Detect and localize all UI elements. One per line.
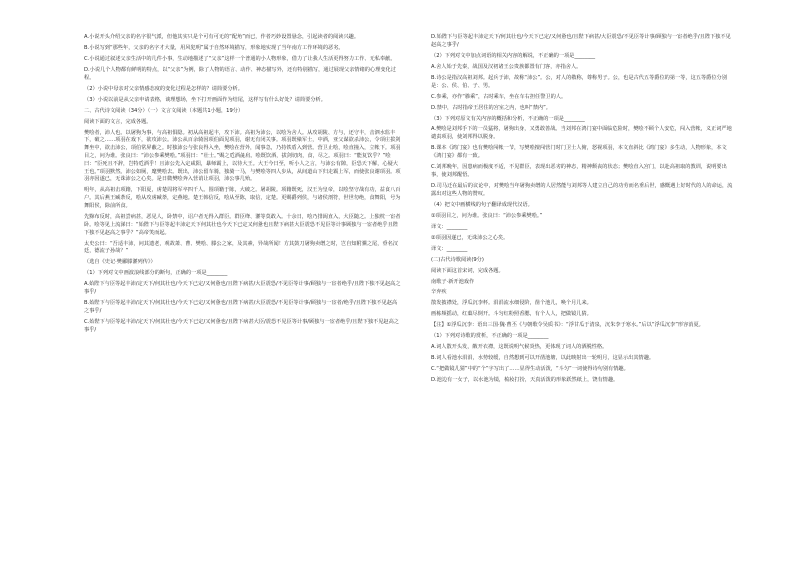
right-column bbox=[431, 34, 735, 388]
right-paragraph: 画栋频摇动，红蕖尽倒开。斗匀红粉照香腮，有个人人，把做镜儿猜。 bbox=[431, 311, 592, 318]
left-paragraph: 阅读下面的文言，完成各题。 bbox=[84, 118, 152, 125]
right-paragraph: D.禁中，古时指帝王居住的宫室之内，也叫“禁内”。 bbox=[431, 104, 551, 111]
left-paragraph: 明年，从高祖击项籍，下阳夏，虏楚周将军卒四千人。围项籍于陈，大破之。屠胡陵。项籍既死，汉王为皇帝，以哙坚守战有功，益食八百户。其后燕王臧荼反，哙从攻虏臧荼，定燕地。楚王韩信反，哙从至陈，取信，定楚。更赐爵列侯，与诸侯剖符，世世勿绝，食舞阳，号为舞阳侯，除前所食。 bbox=[84, 187, 401, 210]
right-paragraph: （3）下列对原文有关内容的概括和分析，不正确的一项是________ bbox=[431, 115, 585, 122]
left-paragraph: B.小说写到“那些年，父亲的名字才大量，用风犯明”属于自然环境描写，形象地实现了当年南方工作环境的恶劣。 bbox=[84, 44, 344, 51]
left-paragraph: B.始陛下与臣等起丰沛/定天下/何其壮也/今天下已定/又何惫也/且陛下病甚/大臣震恐/不见臣等计事/顾独与一宦者/绝乎/且陛下独不见赵高之事乎/ bbox=[84, 300, 398, 314]
right-paragraph: A.舍人始于先秦，战国及汉初诸王公贵族都置有门客，亦指舍人。 bbox=[431, 63, 582, 70]
left-paragraph: 樊哙者，沛人也。以屠狗为事，与高祖俱隐。初从高祖起丰，攻下沛。高祖为沛公，以哙为舍人。从攻胡陵、方与，还守丰，击泗水监丰下，破之……项羽在戏下，欲攻沛公。沛公从百余骑因项伯面见项羽，谢无有闭关事。项羽既飨军士，中酒，亚父谋欲杀沛公，令项庄拔剑舞坐中，欲击沛公，项伯常屏蔽之。时独沛公与张良得入坐，樊哙在营外，闻事急，乃持铁盾入到营。营卫止哙，哙直撞入，立帐下。项羽目之，问为谁。张良曰：“沛公参乘樊哙。”项羽曰：“壮士。”赐之卮酒彘肩。哙既饮酒，拔剑切肉，食，尽之。项羽曰：“能复饮乎？”哙曰：“臣死且不辞，岂特卮酒乎！且沛公先入定咸阳，暴师霸上，以待大王。大王今日至，听小人之言，与沛公有隙，臣恐天下解，心疑大王也。”项羽默然。沛公如厕，麾樊哙去。既出，沛公留车骑，独骑一马，与樊哙等四人步从，从间道山下归走霸上军，而使张良谢项羽。项羽亦因遂已，无诛沛公之心矣。是日微樊哙奔入营诮让项羽，沛公事几殆。 bbox=[84, 129, 401, 183]
right-paragraph: D.始陛下与臣等起丰沛定天下/何其壮也/今天下已定/又何惫也/且陛下病甚/大臣震恐/不见臣等计事/顾独与一宦者绝乎/且陛下独不见赵高之事乎/ bbox=[431, 34, 731, 48]
left-paragraph: 先黥布反时，高祖尝病甚，恶见人，卧禁中，诏户者无得入群臣。群臣绛、灌等莫敢入。十余日，哙乃排闼直入，大臣随之。上独枕一宦者卧。哙等见上流涕曰：“始陛下与臣等起丰沛定天下何其壮也今天下已定又何惫也且陛下病甚大臣震恐不见臣等计事顾独与一宦者绝乎且陛下独不见赵高之事乎？”高帝笑而起。 bbox=[84, 214, 401, 236]
right-paragraph: ②项羽因遂已，无诛沛公之心矣。 bbox=[431, 234, 509, 241]
right-paragraph: （4）把文中画横线的句子翻译成现代汉语。 bbox=[431, 201, 533, 208]
right-paragraph: 译文：________ bbox=[431, 245, 468, 252]
left-paragraph: 太史公曰：“吾适丰沛，问其遗老，观故萧、曹、樊哙、滕公之家，及其素，异哉所闻！方其鼓刀屠狗卖缯之时，岂自知附骥之尾，垂名汉廷，德流子孙哉？” bbox=[84, 240, 398, 255]
left-paragraph: （2）小说中母亲对父亲情感态度的变化过程是怎样的？请简要分析。 bbox=[84, 85, 243, 92]
left-column bbox=[84, 34, 402, 338]
right-paragraph: 散发披襟处，浮瓜沉李杯。涓涓流水细侵阶，凿个池儿，唤个月儿来。 bbox=[431, 300, 592, 307]
right-paragraph: D.池边有一女子，以水池为镜，梳妆打扮，天真活泼的形象跃然纸上，饶有情趣。 bbox=[431, 377, 619, 384]
right-paragraph: B.词人看池水涓涓，水势较缓，自然想到可以开凿池塘，以此映射出一轮明月，这显示出其情趣。 bbox=[431, 355, 655, 362]
right-paragraph: 译文：________ bbox=[431, 223, 468, 230]
right-paragraph: A.樊哙是刘邦手下的一员猛将，屠狗出身，又勇敢善战。当刘邦在鸿门宴中面临危险时，樊哙不顾个人安危，闯入营帐，义正词严地谴责项羽，使刘邦得以脱身。 bbox=[431, 126, 732, 141]
right-paragraph: A.词人散开头发，敞开衣襟，这既说明气候炎热，更体现了词人的洒脱性格。 bbox=[431, 344, 608, 351]
right-paragraph: ①项羽目之，问为谁。张良曰：“沛公参乘樊哙。” bbox=[431, 212, 543, 219]
right-paragraph: D.司马迁在最后的议论中，对樊哙当年屠狗卖缯的人居然能与刘邦等人建立自己的功劳而名垂后世，感慨遇上好时代的人的命运，流露出对这些人物的赞叹。 bbox=[431, 182, 733, 197]
left-paragraph: D.小说几个人物都有鲜明的特点，以“父亲”为例，除了人物的语言、动作、神态描写外，还有特别描写，通过展现父亲情绪的心理变化过程。 bbox=[84, 66, 396, 81]
right-paragraph: (二)古代诗歌阅读(9分) bbox=[431, 256, 484, 263]
left-paragraph: C.始陛下与臣等起丰沛/定天下/何其壮也/今天下已定/又何惫也/且陛下病甚大臣/震恐不见臣等计事/顾独与一宦者绝乎/且陛下独不见赵高之事乎/ bbox=[84, 318, 399, 333]
left-paragraph: A.小说开头介绍父亲的名字很气派，但他其实只是个可有可无的“配角”而已，作者巧妙设置悬念，引起读者的阅读兴趣。 bbox=[84, 34, 360, 40]
left-paragraph: （1）下列对文中画波浪线部分的断句，正确的一项是________ bbox=[84, 270, 228, 277]
left-paragraph: （选自《史记·樊郦滕灌列传》） bbox=[84, 259, 156, 266]
right-paragraph: C.“把做镜儿猜”中的“个”字写出了……显得生动活泼，“斗匀”一词使得诗句别有情趣。 bbox=[431, 366, 629, 373]
right-paragraph: B.课本《鸿门宴》也有樊哙闯帐一节，写樊哙擅闯营门时门卫士人俯，怒视项羽，本文直斜比《鸿门宴》多生动，人物形象，本文《鸿门宴》都有一致。 bbox=[431, 145, 727, 160]
left-paragraph: C.小说通过叙述父亲生活中的几件小事，生动地描述了“父亲”这样一个普通的小人物形象，借力了让我人生活更得努力工作、无私奉献。 bbox=[84, 55, 396, 62]
right-paragraph: 【注】①浮瓜沉李：语出三国·魏·曹丕《与朝歌令吴质书》：“浮甘瓜于清泉，沉朱李于寒水。”后以“浮瓜沉李”形容消夏。 bbox=[431, 322, 704, 329]
left-paragraph: A.始陛下与臣等起丰沛/定天下/何其壮也/今天下已定/又何惫也/且陛下病甚/大臣震恐/不见臣等计事/顾独与一宦者绝乎/且陛下独不见赵高之事乎/ bbox=[84, 281, 401, 296]
left-paragraph: （3）小说以前是从父亲申请表格，谈理想场，坐下打开画面作为结尾，这样写有什么好处？请简要分析。 bbox=[84, 96, 326, 103]
right-paragraph: 辛弃疾 bbox=[431, 289, 447, 296]
right-paragraph: （2）下列对文中加点词语的相关内容的解说，不正确的一项是________ bbox=[431, 52, 596, 59]
right-paragraph: C.刘邦晚年，因患病而极度不适，不见群臣，表现出恶劣的神态，精神颓丧的状态；樊哙直入宫门，以赴高祖取的教训，说明要出事，使刘邦醒悟。 bbox=[431, 164, 727, 178]
right-paragraph: 阅读下面这首宋词，完成各题。 bbox=[431, 267, 504, 274]
right-paragraph: 南歌子·新开池戏作 bbox=[431, 278, 475, 285]
right-paragraph: （1）下列对诗歌的赏析，不正确的一项是________ bbox=[431, 333, 549, 340]
right-paragraph: B.诗公是指汉高祖刘邦。起兵于沛，故称“沛公”。公，对人的敬称，尊称男子。公，也是古代五等爵位的第一等，这五等爵位分别是：公、侯、伯、子、男。 bbox=[431, 74, 727, 89]
right-paragraph: C.参乘，亦作“骖乘”，古时乘车，坐在车右担任警卫的人。 bbox=[431, 93, 567, 100]
left-paragraph: 二、古代诗文阅读（34分）（一）文言文阅读（本题共1小题，19分） bbox=[84, 107, 244, 114]
